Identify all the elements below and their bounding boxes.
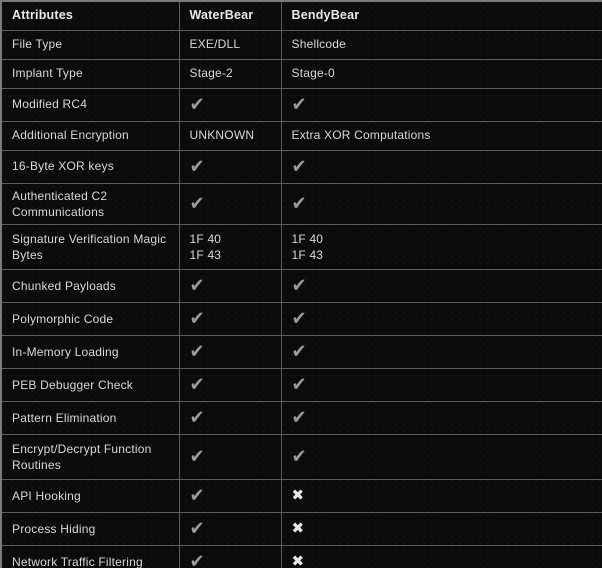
value-cell — [179, 183, 281, 224]
cross-icon: ✖ — [291, 519, 305, 537]
value-cell — [179, 545, 281, 568]
check-icon: ✔ — [291, 192, 307, 214]
header-row — [1, 1, 602, 30]
table-row — [1, 302, 602, 335]
check-icon: ✔ — [189, 373, 205, 395]
column-header-bendybear: BendyBear — [281, 1, 602, 30]
check-icon: ✔ — [189, 93, 205, 115]
attribute-label: Modified RC4 — [1, 88, 179, 121]
check-icon: ✔ — [291, 373, 307, 395]
value-cell — [179, 512, 281, 545]
value-cell — [281, 335, 602, 368]
check-icon: ✔ — [189, 274, 205, 296]
check-icon: ✔ — [189, 340, 205, 362]
value-cell — [281, 545, 602, 568]
value-cell — [281, 434, 602, 479]
value-cell — [281, 401, 602, 434]
table-row — [1, 30, 602, 59]
attribute-label: PEB Debugger Check — [1, 368, 179, 401]
value-cell — [179, 434, 281, 479]
check-icon: ✔ — [291, 445, 307, 467]
check-icon: ✔ — [189, 406, 205, 428]
table-row — [1, 434, 602, 479]
attribute-label: Additional Encryption — [1, 121, 179, 150]
value-cell: UNKNOWN — [179, 121, 281, 150]
check-icon: ✔ — [291, 340, 307, 362]
value-cell: Stage-2 — [179, 59, 281, 88]
value-cell: 1F 40 1F 43 — [281, 224, 602, 269]
cross-icon: ✖ — [291, 486, 305, 504]
value-cell — [281, 479, 602, 512]
value-cell — [281, 368, 602, 401]
value-cell — [281, 183, 602, 224]
table-body — [1, 30, 602, 568]
attribute-label: Authenticated C2 Communications — [1, 183, 179, 224]
value-cell — [179, 368, 281, 401]
value-cell — [281, 150, 602, 183]
value-cell — [281, 512, 602, 545]
cross-icon: ✖ — [291, 552, 305, 568]
table-row — [1, 121, 602, 150]
attribute-label: Implant Type — [1, 59, 179, 88]
check-icon: ✔ — [189, 550, 205, 568]
table-row — [1, 401, 602, 434]
check-icon: ✔ — [291, 406, 307, 428]
table-row — [1, 545, 602, 568]
value-cell: Stage-0 — [281, 59, 602, 88]
value-cell — [179, 269, 281, 302]
check-icon: ✔ — [291, 155, 307, 177]
table-row — [1, 88, 602, 121]
attribute-label: Chunked Payloads — [1, 269, 179, 302]
check-icon: ✔ — [291, 274, 307, 296]
table-row — [1, 224, 602, 269]
value-cell — [179, 401, 281, 434]
value-cell — [179, 479, 281, 512]
column-header-attributes: Attributes — [1, 1, 179, 30]
value-cell: 1F 40 1F 43 — [179, 224, 281, 269]
check-icon: ✔ — [291, 93, 307, 115]
value-cell: EXE/DLL — [179, 30, 281, 59]
attribute-label: 16-Byte XOR keys — [1, 150, 179, 183]
attribute-label: API Hooking — [1, 479, 179, 512]
check-icon: ✔ — [189, 192, 205, 214]
table-row — [1, 150, 602, 183]
check-icon: ✔ — [189, 155, 205, 177]
attribute-label: File Type — [1, 30, 179, 59]
value-cell — [281, 88, 602, 121]
table-row — [1, 59, 602, 88]
check-icon: ✔ — [291, 307, 307, 329]
check-icon: ✔ — [189, 445, 205, 467]
value-cell: Extra XOR Computations — [281, 121, 602, 150]
value-cell — [179, 88, 281, 121]
table-row — [1, 479, 602, 512]
attribute-label: Polymorphic Code — [1, 302, 179, 335]
attribute-label: Process Hiding — [1, 512, 179, 545]
check-icon: ✔ — [189, 517, 205, 539]
table-row — [1, 183, 602, 224]
attribute-label: Signature Verification Magic Bytes — [1, 224, 179, 269]
table-row — [1, 335, 602, 368]
value-cell — [179, 150, 281, 183]
table-row — [1, 368, 602, 401]
attribute-label: Pattern Elimination — [1, 401, 179, 434]
value-cell: Shellcode — [281, 30, 602, 59]
value-cell — [281, 302, 602, 335]
attribute-label: Encrypt/Decrypt Function Routines — [1, 434, 179, 479]
table-row — [1, 269, 602, 302]
value-cell — [179, 302, 281, 335]
column-header-waterbear: WaterBear — [179, 1, 281, 30]
table-row — [1, 512, 602, 545]
value-cell — [281, 269, 602, 302]
attribute-label: In-Memory Loading — [1, 335, 179, 368]
check-icon: ✔ — [189, 307, 205, 329]
check-icon: ✔ — [189, 484, 205, 506]
value-cell — [179, 335, 281, 368]
attribute-label: Network Traffic Filtering — [1, 545, 179, 568]
